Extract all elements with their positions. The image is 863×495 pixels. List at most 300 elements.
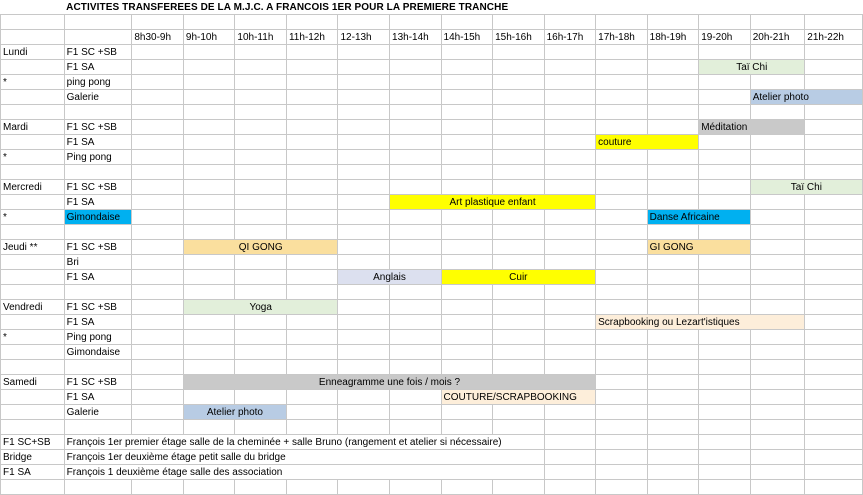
room-label: F1 SA <box>64 315 132 330</box>
empty-slot[interactable] <box>647 255 699 270</box>
empty-slot[interactable] <box>596 390 648 405</box>
empty-slot[interactable] <box>750 150 805 165</box>
empty-slot[interactable] <box>596 90 648 105</box>
empty-slot[interactable] <box>132 60 184 75</box>
empty-slot[interactable] <box>235 345 287 360</box>
empty-slot[interactable] <box>338 90 390 105</box>
empty-slot[interactable] <box>647 60 699 75</box>
empty-slot[interactable] <box>544 210 596 225</box>
empty-slot[interactable] <box>596 45 648 60</box>
day-gap-cell <box>132 360 184 375</box>
empty-slot[interactable] <box>286 150 338 165</box>
activity-cell[interactable]: Atelier photo <box>183 405 286 420</box>
empty-slot[interactable] <box>235 75 287 90</box>
day-gap-cell <box>647 105 699 120</box>
legend-key: F1 SC+SB <box>1 435 65 450</box>
legend-pad <box>544 435 596 450</box>
empty-slot[interactable] <box>596 195 648 210</box>
empty-slot[interactable] <box>286 135 338 150</box>
empty-slot[interactable] <box>596 240 648 255</box>
empty-slot[interactable] <box>235 150 287 165</box>
empty-slot[interactable] <box>750 75 805 90</box>
empty-slot[interactable] <box>699 345 751 360</box>
day-gap-cell <box>544 225 596 240</box>
activity-cell[interactable]: Enneagramme une fois / mois ? <box>183 375 595 390</box>
empty-slot[interactable] <box>132 150 184 165</box>
empty-slot[interactable] <box>286 255 338 270</box>
empty-slot[interactable] <box>596 60 648 75</box>
day-gap-cell <box>699 420 751 435</box>
empty-slot[interactable] <box>493 405 545 420</box>
empty-slot[interactable] <box>544 240 596 255</box>
empty-slot[interactable] <box>647 45 699 60</box>
empty-slot[interactable] <box>493 60 545 75</box>
empty-slot[interactable] <box>132 390 184 405</box>
empty-slot[interactable] <box>183 150 235 165</box>
empty-slot[interactable] <box>647 150 699 165</box>
activity-cell[interactable]: Yoga <box>183 300 338 315</box>
empty-slot[interactable] <box>183 75 235 90</box>
empty-slot[interactable] <box>750 405 805 420</box>
room-label: ping pong <box>64 75 132 90</box>
day-gap-cell <box>750 420 805 435</box>
empty-slot[interactable] <box>390 300 442 315</box>
day-gap-cell <box>805 420 863 435</box>
empty-slot[interactable] <box>338 75 390 90</box>
empty-slot[interactable] <box>390 135 442 150</box>
empty-slot[interactable] <box>132 210 184 225</box>
empty-slot[interactable] <box>647 300 699 315</box>
empty-slot[interactable] <box>132 405 184 420</box>
empty-slot[interactable] <box>338 390 390 405</box>
empty-slot[interactable] <box>493 135 545 150</box>
legend-text: François 1 deuxième étage salle des association <box>64 465 544 480</box>
empty-slot[interactable] <box>493 150 545 165</box>
empty-slot[interactable] <box>647 405 699 420</box>
empty-slot[interactable] <box>544 60 596 75</box>
empty-slot[interactable] <box>544 180 596 195</box>
empty-slot[interactable] <box>286 270 338 285</box>
empty-slot[interactable] <box>596 330 648 345</box>
empty-slot[interactable] <box>390 60 442 75</box>
day-gap-cell <box>338 165 390 180</box>
empty-slot[interactable] <box>235 135 287 150</box>
empty-slot[interactable] <box>750 390 805 405</box>
empty-slot[interactable] <box>183 210 235 225</box>
day-gap-cell <box>750 165 805 180</box>
activity-cell[interactable]: Méditation <box>699 120 805 135</box>
empty-slot[interactable] <box>390 150 442 165</box>
empty-slot[interactable] <box>132 120 184 135</box>
empty-slot[interactable] <box>390 390 442 405</box>
empty-slot[interactable] <box>286 345 338 360</box>
empty-slot[interactable] <box>183 180 235 195</box>
empty-slot[interactable] <box>441 210 493 225</box>
empty-slot[interactable] <box>750 255 805 270</box>
empty-slot[interactable] <box>699 135 751 150</box>
empty-slot[interactable] <box>750 195 805 210</box>
trailing-cell <box>493 480 545 495</box>
day-label <box>1 195 65 210</box>
empty-slot[interactable] <box>441 60 493 75</box>
empty-slot[interactable] <box>493 240 545 255</box>
activity-cell[interactable]: GI GONG <box>647 240 750 255</box>
empty-slot[interactable] <box>805 210 863 225</box>
empty-slot[interactable] <box>544 330 596 345</box>
empty-slot[interactable] <box>235 195 287 210</box>
empty-slot[interactable] <box>132 255 184 270</box>
empty-slot[interactable] <box>390 315 442 330</box>
activity-cell[interactable]: COUTURE/SCRAPBOOKING <box>441 390 596 405</box>
empty-slot[interactable] <box>390 45 442 60</box>
empty-slot[interactable] <box>286 330 338 345</box>
empty-slot[interactable] <box>286 120 338 135</box>
empty-slot[interactable] <box>493 300 545 315</box>
activity-cell[interactable]: Scrapbooking ou Lezart'istiques <box>596 315 805 330</box>
empty-slot[interactable] <box>544 150 596 165</box>
empty-slot[interactable] <box>750 135 805 150</box>
empty-slot[interactable] <box>132 345 184 360</box>
empty-slot[interactable] <box>235 270 287 285</box>
empty-slot[interactable] <box>441 300 493 315</box>
empty-slot[interactable] <box>441 135 493 150</box>
empty-slot[interactable] <box>132 300 184 315</box>
empty-slot[interactable] <box>750 45 805 60</box>
empty-slot[interactable] <box>493 255 545 270</box>
day-gap-cell <box>390 360 442 375</box>
empty-slot[interactable] <box>441 255 493 270</box>
empty-slot[interactable] <box>493 45 545 60</box>
empty-slot[interactable] <box>235 210 287 225</box>
empty-slot[interactable] <box>596 345 648 360</box>
empty-slot[interactable] <box>338 255 390 270</box>
empty-slot[interactable] <box>183 60 235 75</box>
empty-slot[interactable] <box>699 330 751 345</box>
empty-slot[interactable] <box>183 315 235 330</box>
empty-slot[interactable] <box>750 210 805 225</box>
empty-slot[interactable] <box>132 330 184 345</box>
room-label: F1 SC +SB <box>64 240 132 255</box>
empty-slot[interactable] <box>183 390 235 405</box>
empty-slot[interactable] <box>338 345 390 360</box>
empty-slot[interactable] <box>699 390 751 405</box>
day-gap-cell <box>286 105 338 120</box>
empty-slot[interactable] <box>235 255 287 270</box>
empty-slot[interactable] <box>390 75 442 90</box>
empty-slot[interactable] <box>286 405 338 420</box>
empty-slot[interactable] <box>647 375 699 390</box>
empty-slot[interactable] <box>596 210 648 225</box>
empty-slot[interactable] <box>286 195 338 210</box>
empty-slot[interactable] <box>390 180 442 195</box>
empty-slot[interactable] <box>338 300 390 315</box>
empty-slot[interactable] <box>544 345 596 360</box>
empty-slot[interactable] <box>132 270 184 285</box>
empty-slot[interactable] <box>699 255 751 270</box>
empty-slot[interactable] <box>183 345 235 360</box>
spacer-cell <box>338 15 390 30</box>
empty-slot[interactable] <box>805 345 863 360</box>
day-gap-cell <box>64 225 132 240</box>
time-slot-header: 15h-16h <box>493 30 545 45</box>
day-gap-cell <box>64 105 132 120</box>
empty-slot[interactable] <box>183 120 235 135</box>
empty-slot[interactable] <box>338 150 390 165</box>
empty-slot[interactable] <box>441 90 493 105</box>
empty-slot[interactable] <box>338 135 390 150</box>
empty-slot[interactable] <box>338 120 390 135</box>
empty-slot[interactable] <box>544 315 596 330</box>
empty-slot[interactable] <box>286 60 338 75</box>
day-gap-cell <box>596 165 648 180</box>
empty-slot[interactable] <box>235 390 287 405</box>
empty-slot[interactable] <box>596 255 648 270</box>
empty-slot[interactable] <box>338 315 390 330</box>
empty-slot[interactable] <box>286 180 338 195</box>
empty-slot[interactable] <box>750 330 805 345</box>
empty-slot[interactable] <box>441 405 493 420</box>
activity-cell[interactable]: Anglais <box>338 270 441 285</box>
empty-slot[interactable] <box>132 90 184 105</box>
empty-slot[interactable] <box>805 270 863 285</box>
empty-slot[interactable] <box>338 330 390 345</box>
empty-slot[interactable] <box>338 180 390 195</box>
empty-slot[interactable] <box>286 90 338 105</box>
empty-slot[interactable] <box>235 60 287 75</box>
empty-slot[interactable] <box>286 315 338 330</box>
empty-slot[interactable] <box>805 255 863 270</box>
header-day-col <box>1 30 65 45</box>
empty-slot[interactable] <box>805 405 863 420</box>
empty-slot[interactable] <box>132 45 184 60</box>
empty-slot[interactable] <box>750 240 805 255</box>
empty-slot[interactable] <box>805 330 863 345</box>
empty-slot[interactable] <box>805 390 863 405</box>
activity-cell[interactable]: couture <box>596 135 699 150</box>
empty-slot[interactable] <box>390 405 442 420</box>
empty-slot[interactable] <box>286 390 338 405</box>
empty-slot[interactable] <box>544 135 596 150</box>
day-gap-cell <box>1 285 65 300</box>
empty-slot[interactable] <box>286 210 338 225</box>
spacer-cell <box>596 15 648 30</box>
empty-slot[interactable] <box>805 315 863 330</box>
day-gap-cell <box>1 105 65 120</box>
empty-slot[interactable] <box>441 180 493 195</box>
activity-cell[interactable]: Taï Chi <box>750 180 862 195</box>
empty-slot[interactable] <box>338 210 390 225</box>
empty-slot[interactable] <box>441 240 493 255</box>
empty-slot[interactable] <box>699 180 751 195</box>
empty-slot[interactable] <box>544 120 596 135</box>
empty-slot[interactable] <box>183 270 235 285</box>
empty-slot[interactable] <box>390 240 442 255</box>
empty-slot[interactable] <box>286 45 338 60</box>
empty-slot[interactable] <box>805 195 863 210</box>
empty-slot[interactable] <box>132 75 184 90</box>
empty-slot[interactable] <box>493 180 545 195</box>
empty-slot[interactable] <box>750 300 805 315</box>
empty-slot[interactable] <box>596 75 648 90</box>
empty-slot[interactable] <box>544 300 596 315</box>
empty-slot[interactable] <box>596 150 648 165</box>
empty-slot[interactable] <box>544 255 596 270</box>
empty-slot[interactable] <box>235 180 287 195</box>
empty-slot[interactable] <box>441 330 493 345</box>
day-gap-cell <box>493 165 545 180</box>
empty-slot[interactable] <box>750 270 805 285</box>
day-gap-cell <box>132 420 184 435</box>
empty-slot[interactable] <box>441 315 493 330</box>
activity-cell[interactable]: Art plastique enfant <box>390 195 596 210</box>
empty-slot[interactable] <box>699 405 751 420</box>
empty-slot[interactable] <box>647 270 699 285</box>
empty-slot[interactable] <box>390 255 442 270</box>
empty-slot[interactable] <box>647 195 699 210</box>
empty-slot[interactable] <box>699 75 751 90</box>
empty-slot[interactable] <box>441 345 493 360</box>
empty-slot[interactable] <box>699 300 751 315</box>
spacer-cell <box>286 15 338 30</box>
spacer-cell <box>699 15 751 30</box>
empty-slot[interactable] <box>493 210 545 225</box>
empty-slot[interactable] <box>647 345 699 360</box>
activity-cell[interactable]: Atelier photo <box>750 90 862 105</box>
empty-slot[interactable] <box>699 45 751 60</box>
empty-slot[interactable] <box>338 240 390 255</box>
time-slot-header: 21h-22h <box>805 30 863 45</box>
empty-slot[interactable] <box>183 90 235 105</box>
empty-slot[interactable] <box>235 45 287 60</box>
empty-slot[interactable] <box>805 60 863 75</box>
empty-slot[interactable] <box>699 90 751 105</box>
empty-slot[interactable] <box>544 75 596 90</box>
empty-slot[interactable] <box>441 150 493 165</box>
day-gap-cell <box>338 420 390 435</box>
empty-slot[interactable] <box>493 90 545 105</box>
empty-slot[interactable] <box>647 75 699 90</box>
empty-slot[interactable] <box>183 330 235 345</box>
empty-slot[interactable] <box>235 330 287 345</box>
activity-cell[interactable]: QI GONG <box>183 240 338 255</box>
empty-slot[interactable] <box>805 135 863 150</box>
empty-slot[interactable] <box>805 300 863 315</box>
empty-slot[interactable] <box>493 120 545 135</box>
empty-slot[interactable] <box>338 60 390 75</box>
empty-slot[interactable] <box>493 315 545 330</box>
trailing-cell <box>286 480 338 495</box>
empty-slot[interactable] <box>132 315 184 330</box>
day-gap-cell <box>441 105 493 120</box>
empty-slot[interactable] <box>441 120 493 135</box>
day-gap-cell <box>338 285 390 300</box>
empty-slot[interactable] <box>132 180 184 195</box>
empty-slot[interactable] <box>493 345 545 360</box>
empty-slot[interactable] <box>647 120 699 135</box>
empty-slot[interactable] <box>596 270 648 285</box>
empty-slot[interactable] <box>805 240 863 255</box>
empty-slot[interactable] <box>544 90 596 105</box>
empty-slot[interactable] <box>805 75 863 90</box>
legend-pad <box>544 450 596 465</box>
empty-slot[interactable] <box>183 255 235 270</box>
legend-pad <box>805 465 863 480</box>
empty-slot[interactable] <box>699 150 751 165</box>
empty-slot[interactable] <box>338 45 390 60</box>
empty-slot[interactable] <box>132 240 184 255</box>
empty-slot[interactable] <box>390 210 442 225</box>
empty-slot[interactable] <box>699 195 751 210</box>
empty-slot[interactable] <box>647 180 699 195</box>
empty-slot[interactable] <box>390 90 442 105</box>
empty-slot[interactable] <box>183 195 235 210</box>
empty-slot[interactable] <box>132 195 184 210</box>
day-gap-cell <box>493 420 545 435</box>
room-label: F1 SA <box>64 135 132 150</box>
empty-slot[interactable] <box>235 90 287 105</box>
spacer-cell <box>805 15 863 30</box>
header-room-col <box>64 30 132 45</box>
day-gap-cell <box>699 225 751 240</box>
empty-slot[interactable] <box>390 120 442 135</box>
empty-slot[interactable] <box>750 345 805 360</box>
day-gap-cell <box>286 285 338 300</box>
empty-slot[interactable] <box>183 45 235 60</box>
empty-slot[interactable] <box>132 375 184 390</box>
empty-slot[interactable] <box>596 300 648 315</box>
empty-slot[interactable] <box>390 330 442 345</box>
room-label: F1 SC +SB <box>64 375 132 390</box>
empty-slot[interactable] <box>750 375 805 390</box>
empty-slot[interactable] <box>493 330 545 345</box>
empty-slot[interactable] <box>647 390 699 405</box>
empty-slot[interactable] <box>390 345 442 360</box>
spacer-cell <box>493 15 545 30</box>
activity-cell[interactable]: Cuir <box>441 270 596 285</box>
activity-cell[interactable]: Danse Africaine <box>647 210 750 225</box>
empty-slot[interactable] <box>647 90 699 105</box>
empty-slot[interactable] <box>596 405 648 420</box>
empty-slot[interactable] <box>132 135 184 150</box>
empty-slot[interactable] <box>596 120 648 135</box>
empty-slot[interactable] <box>805 120 863 135</box>
empty-slot[interactable] <box>699 270 751 285</box>
empty-slot[interactable] <box>338 195 390 210</box>
day-gap-cell <box>132 105 184 120</box>
empty-slot[interactable] <box>235 315 287 330</box>
empty-slot[interactable] <box>596 180 648 195</box>
empty-slot[interactable] <box>647 330 699 345</box>
day-gap-cell <box>286 225 338 240</box>
empty-slot[interactable] <box>805 375 863 390</box>
empty-slot[interactable] <box>493 75 545 90</box>
empty-slot[interactable] <box>235 120 287 135</box>
empty-slot[interactable] <box>286 75 338 90</box>
empty-slot[interactable] <box>596 375 648 390</box>
day-gap-cell <box>390 420 442 435</box>
legend-pad <box>699 465 751 480</box>
empty-slot[interactable] <box>699 375 751 390</box>
empty-slot[interactable] <box>441 45 493 60</box>
empty-slot[interactable] <box>805 150 863 165</box>
empty-slot[interactable] <box>544 405 596 420</box>
empty-slot[interactable] <box>441 75 493 90</box>
empty-slot[interactable] <box>338 405 390 420</box>
empty-slot[interactable] <box>544 45 596 60</box>
empty-slot[interactable] <box>183 135 235 150</box>
empty-slot[interactable] <box>805 45 863 60</box>
activity-cell[interactable]: Taï Chi <box>699 60 805 75</box>
